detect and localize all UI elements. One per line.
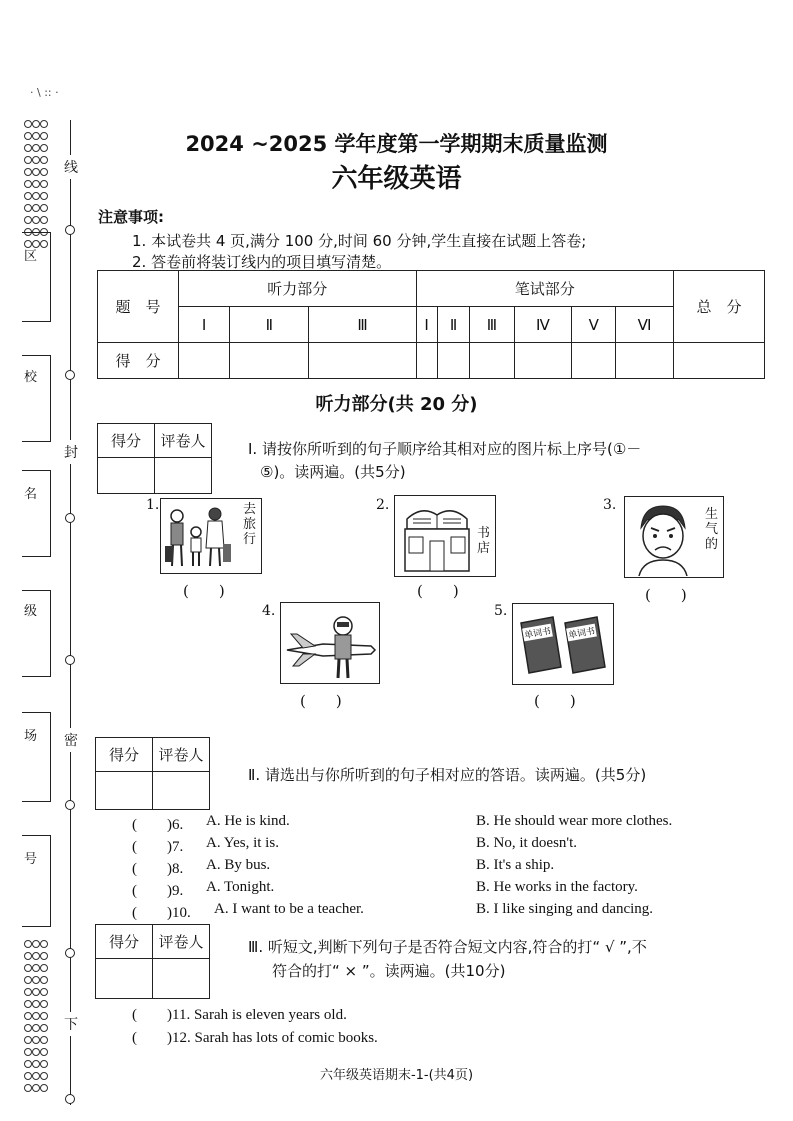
margin-field-label: 校 [24, 370, 38, 385]
corner-marks: · \ :: · [30, 86, 59, 99]
answer-blank[interactable]: ( ) [132, 1007, 172, 1023]
margin-field-label: 级 [24, 604, 38, 619]
score-cell[interactable] [470, 343, 514, 379]
grader-score-cell[interactable] [96, 772, 153, 810]
word-books-icon [515, 605, 611, 683]
grader-box [95, 737, 210, 810]
picture-travel [160, 498, 262, 574]
section-title: 听力部分(共 20 分) [315, 394, 478, 415]
binding-hole [65, 370, 75, 380]
picture-number: 2. [376, 497, 390, 513]
picture-caption: 去旅行 [243, 502, 257, 547]
margin-label-xian: 线 [64, 155, 78, 179]
listening-header: 听力部分 [179, 271, 417, 307]
grader-score-cell[interactable] [96, 959, 153, 999]
option-a[interactable]: A. By bus. [206, 857, 271, 873]
grader-reviewer-cell[interactable] [153, 772, 210, 810]
option-a[interactable]: A. I want to be a teacher. [214, 901, 364, 917]
col-listening-2: Ⅱ [230, 307, 309, 343]
score-cell[interactable] [572, 343, 616, 379]
grader-box [95, 924, 210, 999]
question-row: ( )11. Sarah is eleven years old. [132, 1007, 347, 1023]
margin-label-feng: 封 [64, 440, 78, 464]
question-row: ( )10. [132, 905, 191, 921]
score-cell[interactable] [309, 343, 416, 379]
statement-text: Sarah is eleven years old. [193, 1007, 347, 1023]
grader-reviewer-label: 评卷人 [153, 738, 210, 772]
score-table [97, 270, 765, 379]
answer-blank[interactable]: ( ) [417, 582, 459, 600]
score-cell[interactable] [230, 343, 309, 379]
picture-number: 3. [603, 497, 617, 513]
grader-reviewer-cell[interactable] [153, 959, 210, 999]
picture-bookstore [394, 495, 496, 577]
binding-hole [65, 513, 75, 523]
col-written-1: Ⅰ [416, 307, 437, 343]
col-written-5: Ⅴ [572, 307, 616, 343]
part1-instruction: Ⅰ. 请按你所听到的句子顺序给其相对应的图片标上序号(①－ [248, 440, 642, 458]
answer-blank[interactable]: ( ) [645, 586, 687, 604]
answer-blank[interactable]: ( ) [132, 1030, 172, 1046]
part3-instruction: 符合的打“ × ”。读两遍。(共10分) [272, 962, 506, 980]
answer-blank[interactable]: ( ) [132, 817, 172, 833]
grader-reviewer-label: 评卷人 [155, 424, 212, 458]
answer-blank[interactable]: ( ) [183, 582, 225, 600]
margin-field-label: 名 [24, 487, 38, 502]
question-row: ( )6. [132, 817, 184, 833]
total-header: 总 分 [674, 271, 765, 343]
book-label: 单词书 [566, 624, 597, 642]
option-a[interactable]: A. Yes, it is. [206, 835, 279, 851]
grader-score-label: 得分 [96, 738, 153, 772]
bookstore-icon [397, 497, 477, 575]
written-header: 笔试部分 [416, 271, 673, 307]
binding-hole [65, 800, 75, 810]
binding-hole [65, 655, 75, 665]
notice-item: 2. 答卷前将装订线内的项目填写清楚。 [132, 253, 392, 271]
total-score-cell[interactable] [674, 343, 765, 379]
picture-caption: 书店 [477, 526, 491, 556]
grader-box [97, 423, 212, 494]
answer-blank[interactable]: ( ) [132, 883, 172, 899]
score-cell[interactable] [416, 343, 437, 379]
col-written-4: Ⅳ [514, 307, 572, 343]
angry-boy-icon [629, 498, 699, 576]
picture-word-books [512, 603, 614, 685]
exam-subject: 六年级英语 [331, 164, 462, 194]
row-label-score: 得 分 [98, 343, 179, 379]
margin-field-label: 号 [24, 852, 38, 867]
picture-caption: 生气的 [705, 507, 719, 552]
option-b[interactable]: B. I like singing and dancing. [476, 901, 654, 917]
grader-score-label: 得分 [98, 424, 155, 458]
col-listening-3: Ⅲ [309, 307, 416, 343]
score-cell[interactable] [179, 343, 230, 379]
option-a[interactable]: A. Tonight. [206, 879, 275, 895]
exam-title: 2024 ~2025 学年度第一学期期末质量监测 [185, 132, 608, 156]
question-row: ( )9. [132, 883, 184, 899]
score-cell[interactable] [514, 343, 572, 379]
picture-number: 1. [146, 497, 160, 513]
part3-instruction: Ⅲ. 听短文,判断下列句子是否符合短文内容,符合的打“ √ ”,不 [248, 938, 647, 956]
grader-score-label: 得分 [96, 925, 153, 959]
binding-hole [65, 225, 75, 235]
option-a[interactable]: A. He is kind. [206, 813, 290, 829]
binding-hole [65, 948, 75, 958]
question-row: ( )7. [132, 839, 184, 855]
row-label-question-number: 题 号 [98, 271, 179, 343]
book-label: 单词书 [522, 624, 553, 642]
picture-pilot [280, 602, 380, 684]
question-row: ( )8. [132, 861, 184, 877]
part1-instruction: ⑤)。读两遍。(共5分) [260, 463, 406, 481]
score-cell[interactable] [616, 343, 674, 379]
picture-angry [624, 496, 724, 578]
pilot-plane-icon [283, 604, 377, 682]
col-written-6: Ⅵ [616, 307, 674, 343]
option-b[interactable]: B. He works in the factory. [476, 879, 638, 895]
notice-heading: 注意事项: [98, 208, 164, 226]
part2-instruction: Ⅱ. 请选出与你所听到的句子相对应的答语。读两遍。(共5分) [248, 766, 647, 784]
picture-number: 5. [494, 603, 508, 619]
col-written-3: Ⅲ [470, 307, 514, 343]
option-b[interactable]: B. It's a ship. [476, 857, 555, 873]
answer-blank[interactable]: ( ) [132, 839, 172, 855]
option-b[interactable]: B. He should wear more clothes. [476, 813, 673, 829]
grader-reviewer-label: 评卷人 [153, 925, 210, 959]
answer-blank[interactable]: ( ) [132, 905, 172, 921]
picture-number: 4. [262, 603, 276, 619]
margin-field-label: 区 [24, 249, 38, 264]
grader-reviewer-cell[interactable] [155, 458, 212, 494]
score-cell[interactable] [437, 343, 470, 379]
notice-item: 1. 本试卷共 4 页,满分 100 分,时间 60 分钟,学生直接在试题上答卷; [132, 232, 587, 250]
answer-blank[interactable]: ( ) [132, 861, 172, 877]
travel-family-icon [163, 500, 233, 572]
margin-field-label: 场 [24, 729, 38, 744]
page-footer: 六年级英语期末-1-(共4页) [319, 1068, 474, 1083]
answer-blank[interactable]: ( ) [300, 692, 342, 710]
answer-blank[interactable]: ( ) [534, 692, 576, 710]
col-listening-1: Ⅰ [179, 307, 230, 343]
option-b[interactable]: B. No, it doesn't. [476, 835, 578, 851]
question-row: ( )12. Sarah has lots of comic books. [132, 1030, 378, 1046]
margin-label-xia: 下 [64, 1012, 78, 1036]
grader-score-cell[interactable] [98, 458, 155, 494]
col-written-2: Ⅱ [437, 307, 470, 343]
binding-hole [65, 1094, 75, 1104]
statement-text: Sarah has lots of comic books. [194, 1030, 378, 1046]
margin-label-mi: 密 [64, 728, 78, 752]
